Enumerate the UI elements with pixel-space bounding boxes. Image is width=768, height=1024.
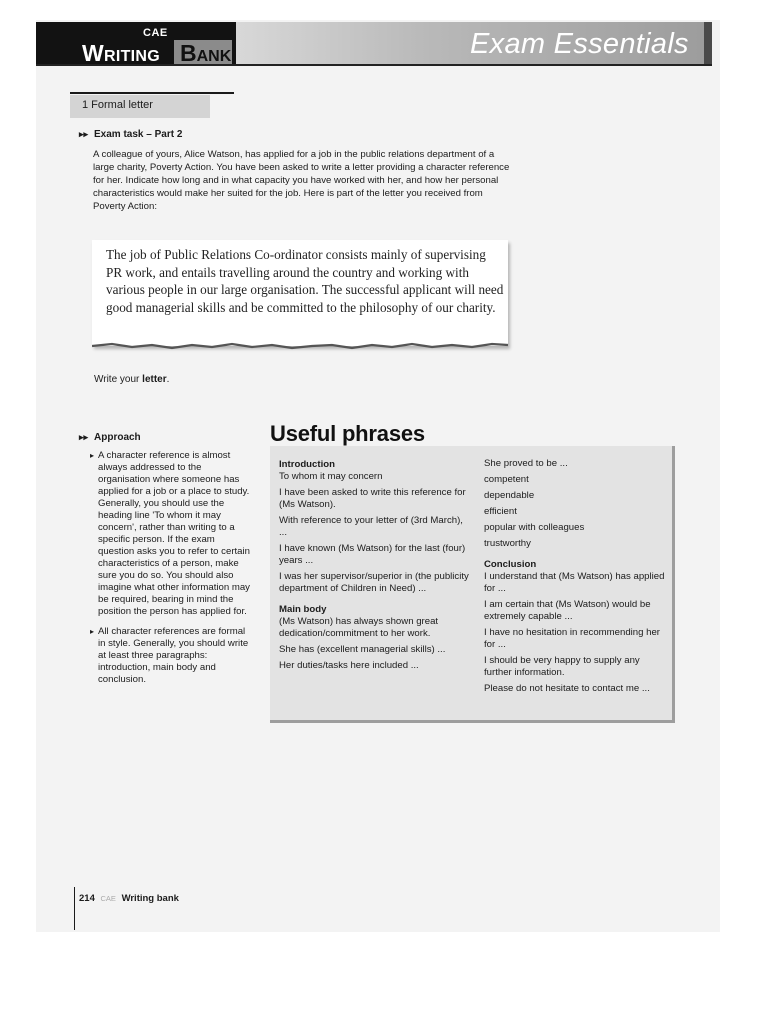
page-footer — [79, 893, 179, 904]
write-bold: letter — [142, 374, 167, 385]
task-paragraph: A colleague of yours, Alice Watson, has applied for a job in the public relations department of a large charity, Poverty Action. You have been asked to write a letter providing a character reference for her. Indicate how long and in what capacity you have worked with her, and how her personal characteristics would make her suited for the job. Here is part of the letter you received from Poverty Action: — [93, 149, 510, 212]
exam-task-heading: Exam task – Part 2 — [94, 129, 183, 140]
qualities-lead: She proved to be ... — [484, 458, 568, 469]
write-instruction — [94, 374, 169, 385]
page-number: 214 — [79, 893, 95, 904]
header-cae: CAE — [143, 27, 168, 39]
footer-cae: CAE — [100, 894, 116, 903]
phrase-item: Please do not hesitate to contact me ... — [484, 683, 650, 694]
section-title: 1 Formal letter — [82, 99, 153, 111]
phrase-item: I have been asked to write this reference for (Ms Watson). — [279, 487, 466, 510]
double-arrow-icon: ▸▸ — [79, 432, 89, 442]
phrase-item: I was her supervisor/superior in (the publicity department of Children in Need) ... — [279, 571, 469, 594]
torn-edge — [92, 338, 510, 352]
footer-rule — [74, 887, 75, 930]
quality-item: competent — [484, 474, 529, 485]
triangle-bullet-icon: ▸ — [90, 627, 95, 636]
approach-bullet-text: All character references are formal in style. Generally, you should write at least three paragraphs: introduction, main body and conclusion. — [98, 626, 249, 685]
quality-item: trustworthy — [484, 538, 531, 549]
triangle-bullet-icon: ▸ — [90, 451, 95, 460]
useful-phrases-title: Useful phrases — [270, 421, 425, 446]
approach-bullets — [90, 450, 250, 694]
main-body-heading: Main body — [279, 604, 327, 615]
quality-item: popular with colleagues — [484, 522, 585, 533]
phrase-item: She has (excellent managerial skills) ... — [279, 644, 446, 655]
quote-text: The job of Public Relations Co-ordinator consists mainly of supervising PR work, and entails travelling around the country and working with various people in our large organisation. The successful applicant will need good managerial skills and be committed to the philosophy of our charity. — [106, 247, 504, 315]
conclusion-heading: Conclusion — [484, 559, 537, 570]
approach-bullet-text: A character reference is almost always addressed to the organisation where someone has applied for a job or a place to study. Generally, you should use the heading line 'To whom it may concern', rather than writing to a specific person. If the exam question asks you to refer to certain characteristics of a person, make sure you do so. You should also imagine what other information may be required, bearing in mind the position the person has applied for. — [98, 450, 250, 617]
introduction-heading: Introduction — [279, 459, 335, 470]
phrase-item: (Ms Watson) has always shown great dedication/commitment to her work. — [279, 616, 439, 639]
phrase-item: I am certain that (Ms Watson) would be extremely capable ... — [484, 599, 651, 622]
phrase-item: I should be very happy to supply any further information. — [484, 655, 640, 678]
quality-item: efficient — [484, 506, 517, 517]
header-edge — [704, 22, 712, 66]
double-arrow-icon: ▸▸ — [79, 129, 89, 139]
phrase-item: I understand that (Ms Watson) has applied for ... — [484, 571, 665, 594]
footer-label: Writing bank — [121, 893, 179, 904]
phrase-item: I have known (Ms Watson) for the last (four) years ... — [279, 543, 466, 566]
phrase-item: Her duties/tasks here included ... — [279, 660, 419, 671]
write-suffix: . — [166, 374, 170, 385]
approach-bullet — [90, 450, 250, 618]
phrases-column-right — [484, 458, 670, 699]
phrase-item: With reference to your letter of (3rd March), ... — [279, 515, 463, 538]
header-bank: Bank — [180, 40, 232, 66]
section-rule — [70, 92, 234, 94]
approach-heading: Approach — [94, 432, 141, 443]
approach-bullet — [90, 626, 250, 686]
quality-item: dependable — [484, 490, 535, 501]
phrase-item: To whom it may concern — [279, 471, 383, 482]
phrase-item: I have no hesitation in recommending her for ... — [484, 627, 660, 650]
write-prefix: Write your — [94, 374, 143, 385]
header-writing: Writing — [82, 40, 161, 66]
header-exam-essentials: Exam Essentials — [470, 28, 689, 60]
phrases-column-left — [279, 459, 469, 676]
